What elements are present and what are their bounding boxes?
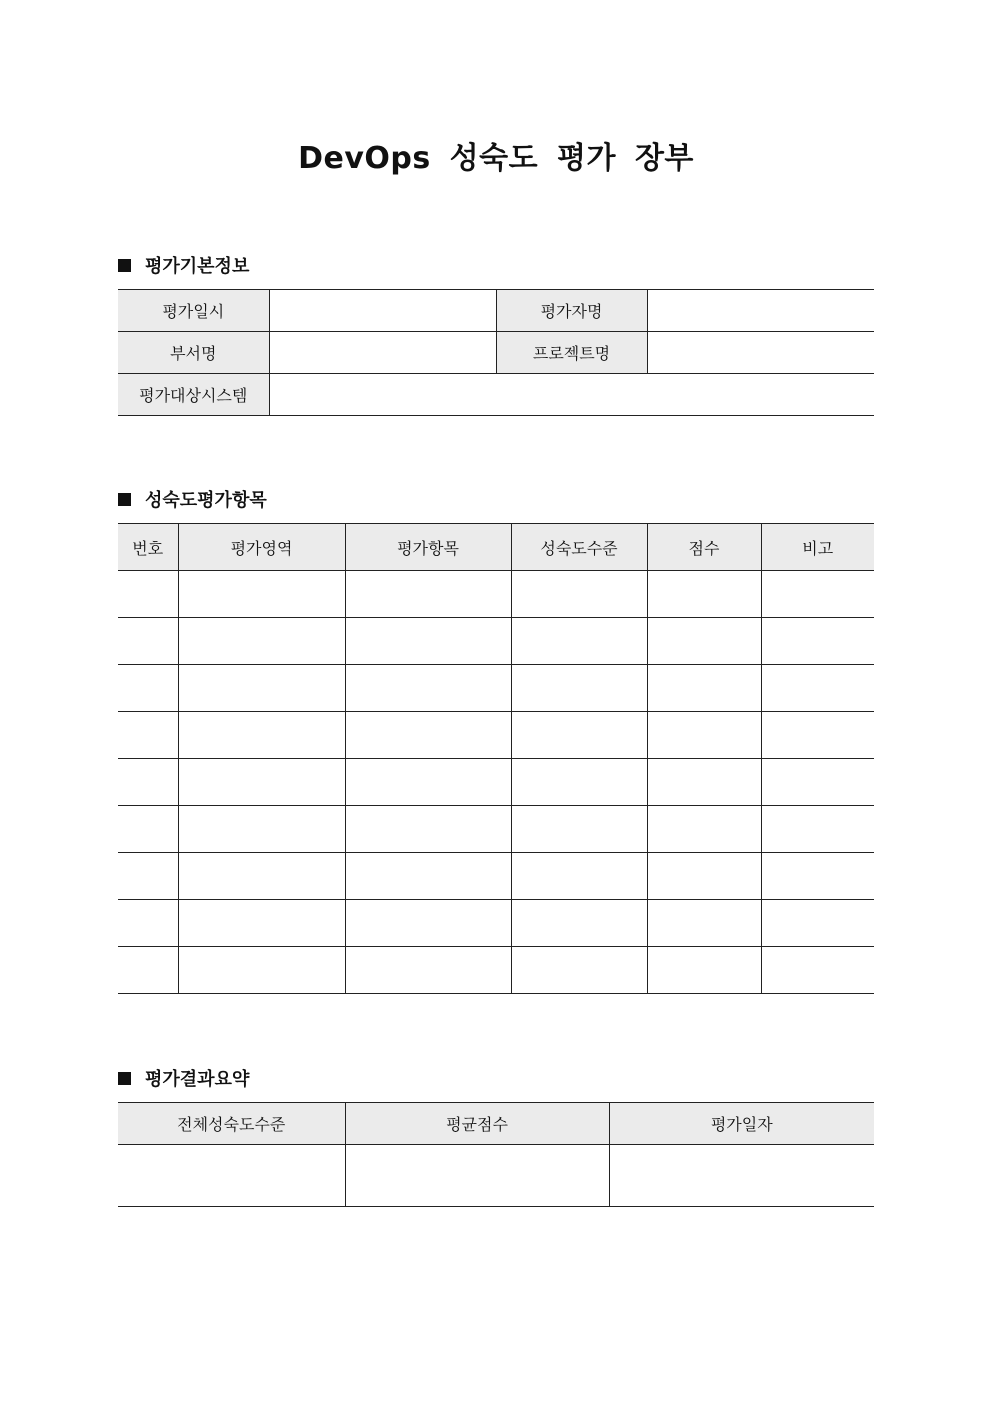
note-cell[interactable] [761,947,874,994]
overall-level-field[interactable] [118,1145,345,1207]
area-cell[interactable] [178,571,345,618]
note-cell[interactable] [761,712,874,759]
col-header-level: 성숙도수준 [511,524,647,571]
score-cell[interactable] [647,900,761,947]
section-heading-label: 성숙도평가항목 [145,490,267,511]
number-cell[interactable] [118,759,178,806]
section-heading-summary [118,1065,249,1091]
item-cell[interactable] [345,900,511,947]
table-row [118,806,874,853]
col-header-average-score: 평균점수 [345,1103,609,1145]
target-system-field[interactable] [269,374,874,416]
note-cell[interactable] [761,618,874,665]
level-cell[interactable] [511,712,647,759]
score-cell[interactable] [647,618,761,665]
col-header-number: 번호 [118,524,178,571]
area-cell[interactable] [178,900,345,947]
item-cell[interactable] [345,853,511,900]
area-cell[interactable] [178,806,345,853]
score-cell[interactable] [647,665,761,712]
eval-date-summary-field[interactable] [609,1145,874,1207]
area-cell[interactable] [178,712,345,759]
number-cell[interactable] [118,665,178,712]
note-cell[interactable] [761,759,874,806]
area-cell[interactable] [178,618,345,665]
score-cell[interactable] [647,947,761,994]
number-cell[interactable] [118,571,178,618]
level-cell[interactable] [511,759,647,806]
number-cell[interactable] [118,900,178,947]
table-row [118,571,874,618]
area-cell[interactable] [178,759,345,806]
level-cell[interactable] [511,571,647,618]
section-heading-label: 평가기본정보 [145,256,250,277]
table-row [118,759,874,806]
note-cell[interactable] [761,665,874,712]
target-system-label: 평가대상시스템 [118,374,269,416]
number-cell[interactable] [118,947,178,994]
section-heading-label: 평가결과요약 [145,1069,250,1090]
col-header-area: 평가영역 [178,524,345,571]
item-cell[interactable] [345,806,511,853]
department-label: 부서명 [118,332,269,374]
item-cell[interactable] [345,712,511,759]
table-row [118,853,874,900]
number-cell[interactable] [118,712,178,759]
square-bullet-icon [118,493,131,506]
item-cell[interactable] [345,947,511,994]
eval-date-field[interactable] [269,290,496,332]
col-header-note: 비고 [761,524,874,571]
note-cell[interactable] [761,853,874,900]
col-header-eval-date: 평가일자 [609,1103,874,1145]
average-score-field[interactable] [345,1145,609,1207]
score-cell[interactable] [647,571,761,618]
score-cell[interactable] [647,759,761,806]
project-label: 프로젝트명 [496,332,647,374]
area-cell[interactable] [178,665,345,712]
eval-date-label: 평가일시 [118,290,269,332]
table-row [118,947,874,994]
maturity-items-table [118,523,874,994]
item-cell[interactable] [345,759,511,806]
table-row [118,618,874,665]
level-cell[interactable] [511,900,647,947]
area-cell[interactable] [178,947,345,994]
evaluator-label: 평가자명 [496,290,647,332]
summary-table [118,1102,874,1207]
number-cell[interactable] [118,618,178,665]
score-cell[interactable] [647,712,761,759]
col-header-score: 점수 [647,524,761,571]
evaluator-field[interactable] [647,290,874,332]
note-cell[interactable] [761,900,874,947]
section-heading-basic-info [118,252,249,278]
section-heading-items [118,486,267,512]
square-bullet-icon [118,259,131,272]
table-row [118,665,874,712]
page-title: DevOps 성숙도 평가 장부 [298,141,694,176]
level-cell[interactable] [511,806,647,853]
basic-info-table [118,289,874,416]
square-bullet-icon [118,1072,131,1085]
number-cell[interactable] [118,853,178,900]
note-cell[interactable] [761,571,874,618]
table-row [118,712,874,759]
number-cell[interactable] [118,806,178,853]
score-cell[interactable] [647,806,761,853]
level-cell[interactable] [511,618,647,665]
col-header-overall-level: 전체성숙도수준 [118,1103,345,1145]
item-cell[interactable] [345,665,511,712]
department-field[interactable] [269,332,496,374]
table-row [118,900,874,947]
note-cell[interactable] [761,806,874,853]
item-cell[interactable] [345,618,511,665]
project-field[interactable] [647,332,874,374]
level-cell[interactable] [511,853,647,900]
col-header-item: 평가항목 [345,524,511,571]
area-cell[interactable] [178,853,345,900]
item-cell[interactable] [345,571,511,618]
score-cell[interactable] [647,853,761,900]
level-cell[interactable] [511,947,647,994]
level-cell[interactable] [511,665,647,712]
